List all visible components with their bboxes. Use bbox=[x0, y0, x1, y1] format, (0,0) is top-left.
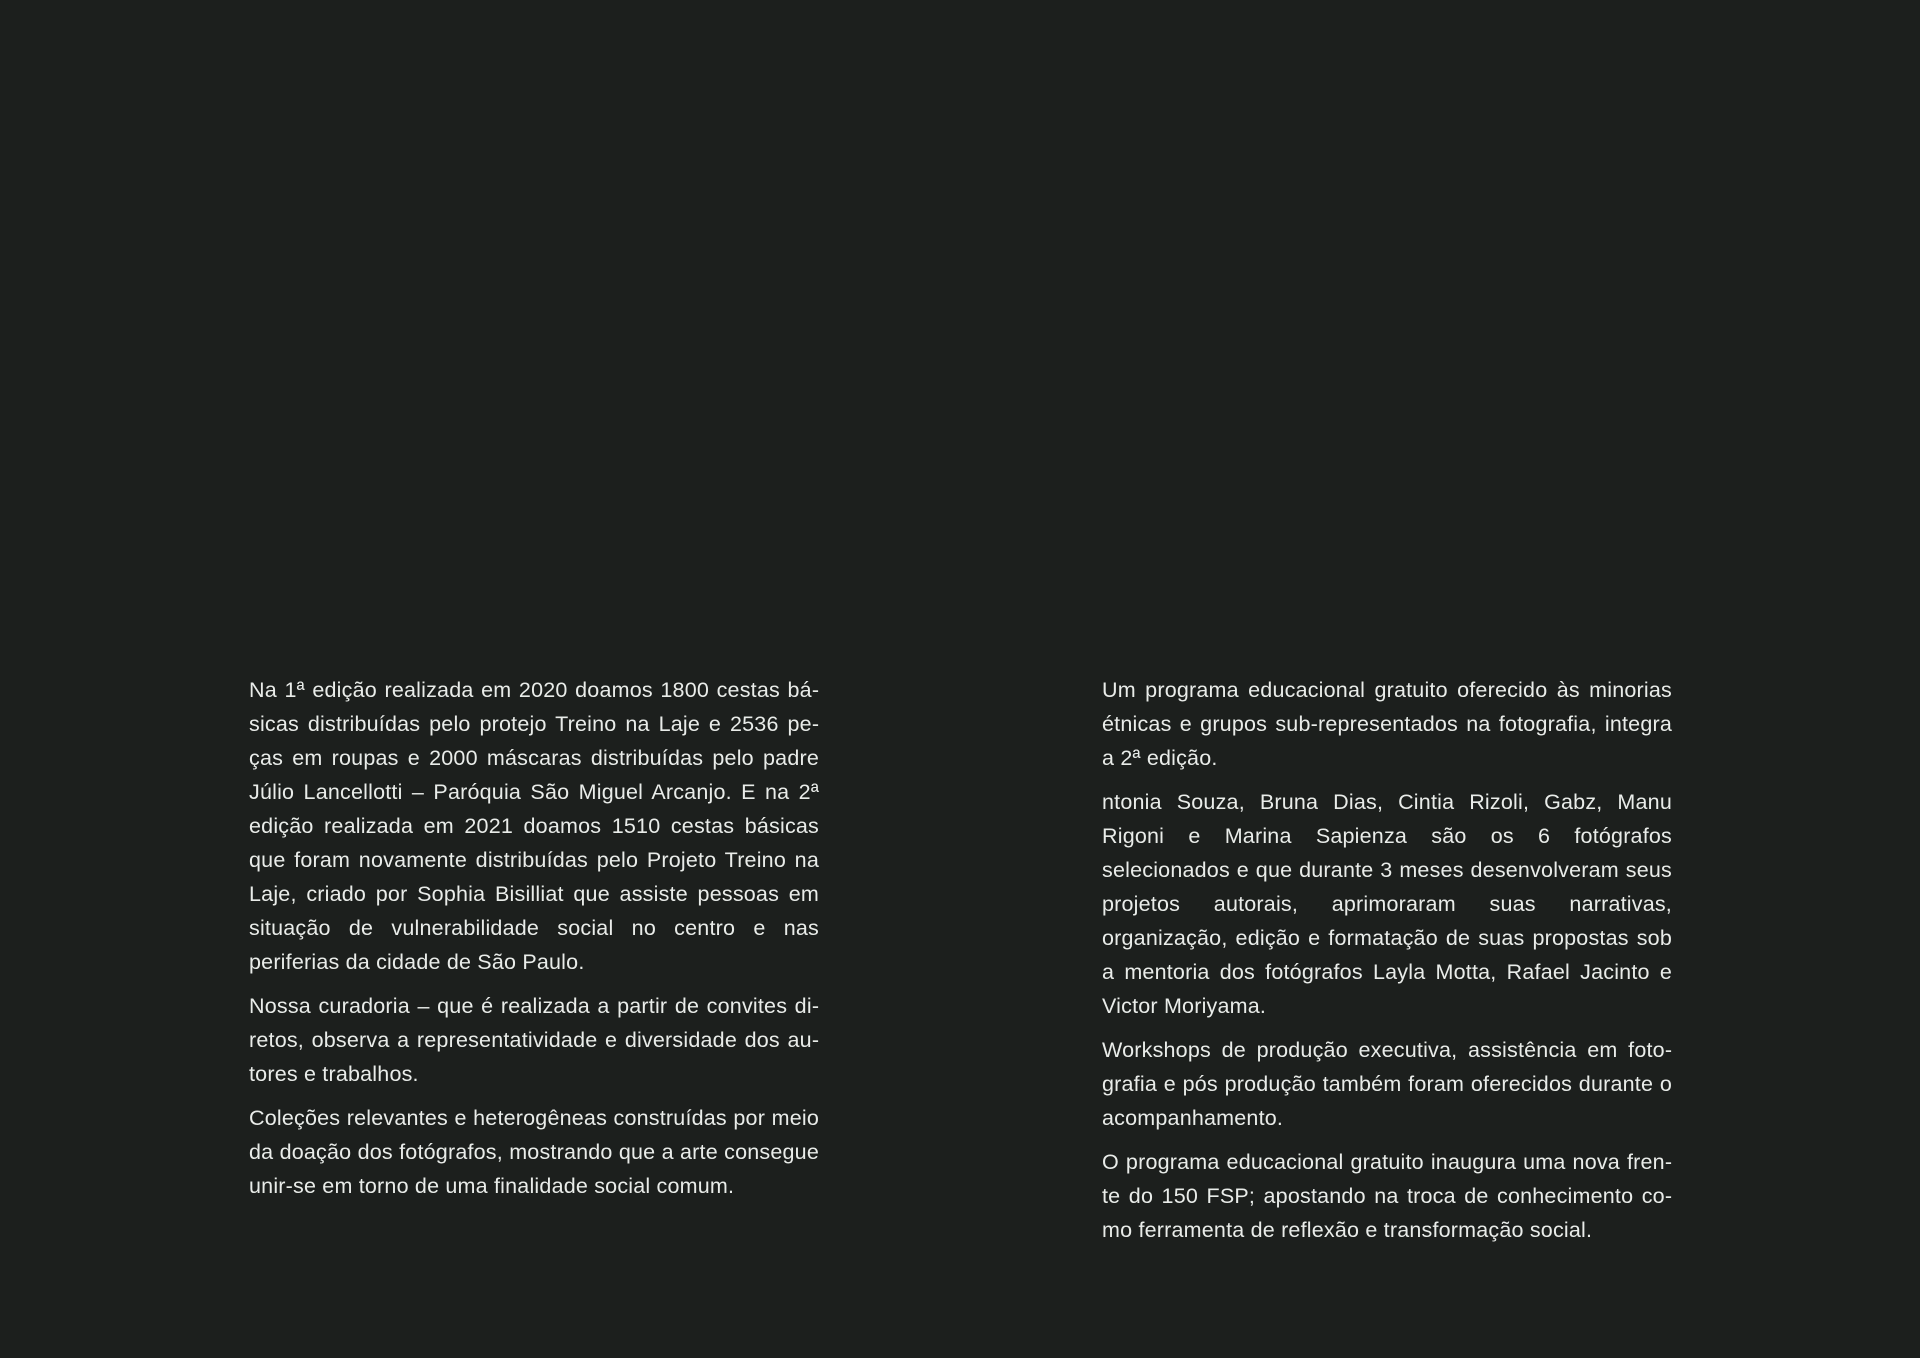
left-paragraph-donations: Na 1ª edição realizada em 2020 doamos 1800 cestas básicas distribuídas pelo protejo Treino na Laje e 2536 peças em roupas e 2000 máscaras distribuídas pelo padre Júlio Lancellotti – Paróquia São Miguel Arcanjo. E na 2ª edição realizada em 2021 doamos 1510 cestas básicas que foram novamente distribuídas pelo Projeto Treino na Laje, criado por Sophia Bisilliat que assiste pessoas em situação de vulnerabilidade social no centro e nas periferias da cidade de São Paulo. bbox=[249, 678, 819, 974]
left-paragraph-collections: Coleções relevantes e heterogêneas construídas por meio da doação dos fotógrafos, mostrando que a arte consegue unir-se em torno de uma finalidade social comum. bbox=[249, 1106, 819, 1198]
left-text-column bbox=[249, 673, 819, 1213]
right-paragraph-education: O programa educacional gratuito inaugura uma nova frente do 150 FSP; apostando na troca de conhecimento como ferramenta de reflexão e transformação social. bbox=[1102, 1150, 1672, 1242]
right-paragraph-workshops: Workshops de produção executiva, assistência em fotografia e pós produção também foram oferecidos durante o acompanhamento. bbox=[1102, 1038, 1672, 1130]
right-paragraph-photographers: ntonia Souza, Bruna Dias, Cintia Rizoli, Gabz, Manu Rigoni e Marina Sapienza são os 6 fotógrafos selecionados e que durante 3 meses desenvolveram seus projetos autorais, aprimoraram suas narrativas, organização, edição e formatação de suas propostas sob a mentoria dos fotógrafos Layla Motta, Rafael Jacinto e Victor Moriyama. bbox=[1102, 790, 1672, 1018]
right-paragraph-program: Um programa educacional gratuito oferecido às minorias étnicas e grupos sub-representados na fotografia, integra a 2ª edição. bbox=[1102, 678, 1672, 770]
left-paragraph-curation: Nossa curadoria – que é realizada a partir de convites diretos, observa a representatividade e diversidade dos autores e trabalhos. bbox=[249, 994, 819, 1086]
right-text-column bbox=[1102, 673, 1672, 1257]
